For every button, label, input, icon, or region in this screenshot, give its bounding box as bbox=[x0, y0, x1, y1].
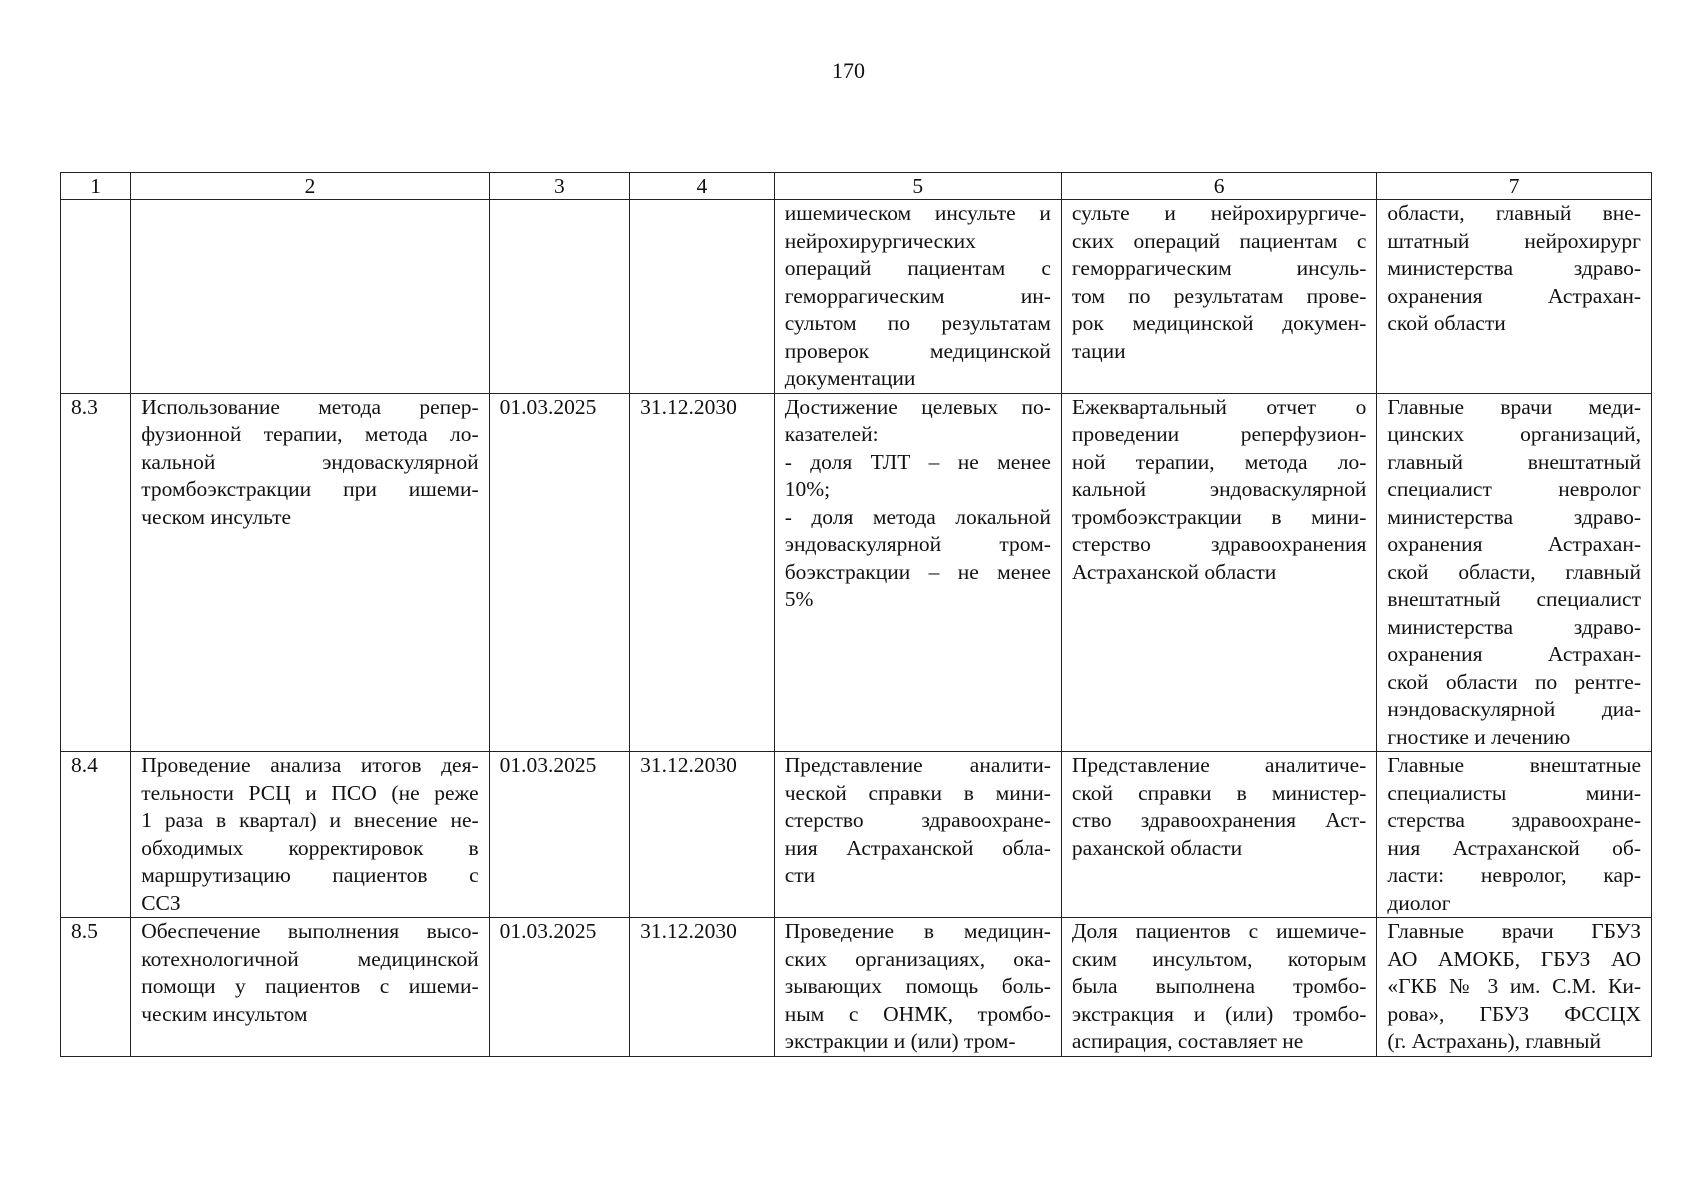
row-number-cell bbox=[61, 918, 131, 1057]
control-indicator-cell bbox=[1061, 752, 1376, 918]
cell-text-line: проверок медицинской bbox=[784, 338, 1051, 363]
cell-text-line: внештатный специалист bbox=[1387, 587, 1641, 611]
cell-text-line: Доля пациентов с ишемиче- bbox=[1071, 919, 1367, 943]
start-date-cell bbox=[489, 200, 629, 394]
control-indicator-cell bbox=[1061, 200, 1376, 394]
cell-text-line: ния Астраханской обла- bbox=[784, 835, 1051, 860]
cell-text-line: аспирация, составляет не bbox=[1071, 1029, 1304, 1053]
cell-text-line: ласти: невролог, кар- bbox=[1387, 863, 1641, 887]
cell-text-line: Представление аналитиче- bbox=[1071, 753, 1367, 777]
cell-text-line: ской справки в министер- bbox=[1071, 780, 1367, 805]
cell-text-line: тации bbox=[1071, 338, 1126, 363]
cell-text-line: АО АМОКБ, ГБУЗ АО bbox=[1387, 946, 1641, 971]
expected-result-cell bbox=[774, 200, 1061, 394]
cell-text-line: Ежеквартальный отчет о bbox=[1071, 394, 1367, 419]
cell-text-line: зывающих помощь боль- bbox=[784, 974, 1051, 998]
cell-text-line: Использование метода репер- bbox=[141, 394, 479, 419]
cell-text-line: Проведение анализа итогов дея- bbox=[141, 753, 479, 777]
responsible-cell bbox=[1377, 393, 1652, 752]
cell-text-line: стерство здравоохране- bbox=[784, 808, 1051, 832]
cell-text-line: Главные внештатные bbox=[1387, 753, 1641, 777]
cell-text-line: ческом инсульте bbox=[141, 504, 292, 529]
end-date-cell bbox=[630, 200, 775, 394]
cell-text: 31.12.2030 bbox=[640, 394, 737, 419]
cell-text-line: геморрагическим ин- bbox=[784, 283, 1051, 308]
cell-text-line: ским инсультом, которым bbox=[1071, 946, 1367, 971]
cell-text-line: 10%; bbox=[784, 477, 831, 501]
cell-text-line: сультом по результатам bbox=[784, 311, 1051, 335]
cell-text-line: 5% bbox=[784, 587, 814, 611]
cell-text-line: нейрохирургических bbox=[784, 228, 976, 253]
cell-text-line: министерства здраво- bbox=[1387, 256, 1641, 280]
cell-text-line: области, главный вне- bbox=[1387, 201, 1641, 225]
cell-text-line: ния Астраханской об- bbox=[1387, 835, 1641, 860]
cell-text-line: ССЗ bbox=[141, 890, 181, 915]
cell-text-line: Представление аналити- bbox=[784, 753, 1051, 777]
cell-text-line: (г. Астрахань), главный bbox=[1387, 1029, 1601, 1053]
cell-text-line: обходимых корректировок в bbox=[141, 835, 479, 860]
expected-result-cell bbox=[774, 752, 1061, 918]
measure-name-cell bbox=[131, 200, 489, 394]
cell-text-line: кальной эндоваскулярной bbox=[1071, 477, 1367, 501]
cell-text-line: рова», ГБУЗ ФССЦХ bbox=[1387, 1001, 1641, 1026]
cell-text-line: нэндоваскулярной диа- bbox=[1387, 697, 1641, 721]
control-indicator-cell bbox=[1061, 393, 1376, 752]
cell-text-line: Достижение целевых по- bbox=[784, 394, 1051, 419]
page-number: 170 bbox=[832, 58, 865, 83]
cell-text-line: фузионной терапии, метода ло- bbox=[141, 422, 479, 446]
cell-text-line: была выполнена тромбо- bbox=[1071, 974, 1367, 998]
expected-result-cell bbox=[774, 393, 1061, 752]
cell-text-line: специалисты мини- bbox=[1387, 780, 1641, 805]
start-date-cell bbox=[489, 918, 629, 1057]
cell-text: 31.12.2030 bbox=[640, 919, 737, 943]
table-row bbox=[61, 752, 1652, 918]
cell-text-line: маршрутизацию пациентов с bbox=[141, 863, 479, 887]
start-date-cell bbox=[489, 752, 629, 918]
start-date-cell bbox=[489, 393, 629, 752]
column-header: 6 bbox=[1061, 173, 1376, 200]
cell-text-line: ишемическом инсульте и bbox=[784, 201, 1051, 225]
cell-text-line: операций пациентам с bbox=[784, 256, 1051, 280]
cell-text: 01.03.2025 bbox=[499, 753, 597, 777]
cell-text-line: рок медицинской докумен- bbox=[1071, 311, 1367, 335]
cell-text-line: охранения Астрахан- bbox=[1387, 642, 1641, 666]
cell-text-line: тромбоэкстракции в мини- bbox=[1071, 504, 1367, 529]
cell-text-line: - доля ТЛТ – не менее bbox=[784, 449, 1051, 474]
cell-text-line: специалист невролог bbox=[1387, 477, 1641, 501]
cell-text-line: сульте и нейрохирургиче- bbox=[1071, 201, 1367, 225]
cell-text-line: документации bbox=[784, 366, 916, 390]
row-number-cell bbox=[61, 752, 131, 918]
column-number-row bbox=[61, 173, 1652, 200]
cell-text-line: боэкстракции – не менее bbox=[784, 559, 1051, 584]
column-header: 1 bbox=[61, 173, 131, 200]
cell-text-line: главный внештатный bbox=[1387, 449, 1641, 474]
control-indicator-cell bbox=[1061, 918, 1376, 1057]
cell-text: 01.03.2025 bbox=[499, 919, 597, 943]
cell-text-line: штатный нейрохирург bbox=[1387, 228, 1641, 253]
cell-text-line: экстракции и (или) тром- bbox=[784, 1029, 1016, 1053]
cell-text-line: эндоваскулярной тром- bbox=[784, 532, 1051, 556]
table-row bbox=[61, 393, 1652, 752]
cell-text-line: охранения Астрахан- bbox=[1387, 532, 1641, 556]
cell-text-line: диолог bbox=[1387, 890, 1451, 915]
responsible-cell bbox=[1377, 200, 1652, 394]
cell-text-line: кальной эндоваскулярной bbox=[141, 449, 479, 474]
cell-text-line: стерство здравоохранения bbox=[1071, 532, 1367, 556]
responsible-cell bbox=[1377, 752, 1652, 918]
cell-text-line: Главные врачи меди- bbox=[1387, 394, 1641, 419]
cell-text-line: помощи у пациентов с ишеми- bbox=[141, 974, 479, 998]
cell-text-line: ских операций пациентам с bbox=[1071, 228, 1367, 253]
cell-text-line: гностике и лечению bbox=[1387, 724, 1571, 749]
plan-table bbox=[60, 172, 1652, 1057]
end-date-cell bbox=[630, 393, 775, 752]
cell-text-line: ческой справки в мини- bbox=[784, 780, 1051, 805]
cell-text-line: казателей: bbox=[784, 422, 879, 446]
cell-text-line: «ГКБ № 3 им. С.М. Ки- bbox=[1387, 974, 1641, 998]
cell-text-line: ным с ОНМК, тромбо- bbox=[784, 1001, 1051, 1026]
cell-text-line: ской области, главный bbox=[1387, 559, 1641, 584]
cell-text-line: охранения Астрахан- bbox=[1387, 283, 1641, 308]
cell-text-line: 1 раза в квартал) и внесение не- bbox=[141, 808, 479, 832]
cell-text-line: тромбоэкстракции при ишеми- bbox=[141, 477, 479, 501]
cell-text-line: проведении реперфузион- bbox=[1071, 422, 1367, 446]
cell-text-line: ческим инсультом bbox=[141, 1001, 308, 1026]
cell-text: 8.3 bbox=[71, 394, 98, 419]
column-header: 3 bbox=[489, 173, 629, 200]
cell-text-line: Обеспечение выполнения высо- bbox=[141, 919, 479, 943]
cell-text: 8.4 bbox=[71, 753, 98, 777]
column-header: 7 bbox=[1377, 173, 1652, 200]
measure-name-cell bbox=[131, 393, 489, 752]
measure-name-cell bbox=[131, 918, 489, 1057]
cell-text-line: министерства здраво- bbox=[1387, 504, 1641, 529]
table-row bbox=[61, 918, 1652, 1057]
cell-text-line: том по результатам прове- bbox=[1071, 283, 1367, 308]
cell-text-line: сти bbox=[784, 863, 816, 887]
cell-text-line: Главные врачи ГБУЗ bbox=[1387, 919, 1641, 943]
cell-text-line: цинских организаций, bbox=[1387, 422, 1641, 446]
cell-text: 31.12.2030 bbox=[640, 753, 737, 777]
cell-text-line: Проведение в медицин- bbox=[784, 919, 1051, 943]
cell-text-line: тельности РСЦ и ПСО (не реже bbox=[141, 780, 479, 805]
expected-result-cell bbox=[774, 918, 1061, 1057]
table-body bbox=[61, 200, 1652, 1057]
cell-text-line: котехнологичной медицинской bbox=[141, 946, 479, 971]
end-date-cell bbox=[630, 918, 775, 1057]
cell-text-line: ной терапии, метода ло- bbox=[1071, 449, 1367, 474]
cell-text-line: ской области по рентге- bbox=[1387, 669, 1641, 694]
cell-text-line: - доля метода локальной bbox=[784, 504, 1051, 529]
cell-text-line: стерства здравоохране- bbox=[1387, 808, 1641, 832]
column-header: 5 bbox=[774, 173, 1061, 200]
cell-text-line: раханской области bbox=[1071, 835, 1243, 860]
responsible-cell bbox=[1377, 918, 1652, 1057]
cell-text: 8.5 bbox=[71, 919, 98, 943]
end-date-cell bbox=[630, 752, 775, 918]
table-row bbox=[61, 200, 1652, 394]
cell-text-line: ство здравоохранения Аст- bbox=[1071, 808, 1367, 832]
cell-text-line: ской области bbox=[1387, 311, 1506, 335]
cell-text-line: ских организациях, ока- bbox=[784, 946, 1051, 971]
column-header: 2 bbox=[131, 173, 489, 200]
column-header: 4 bbox=[630, 173, 775, 200]
measure-name-cell bbox=[131, 752, 489, 918]
row-number-cell bbox=[61, 393, 131, 752]
row-number-cell bbox=[61, 200, 131, 394]
cell-text: 01.03.2025 bbox=[499, 394, 597, 419]
cell-text-line: экстракция и (или) тромбо- bbox=[1071, 1001, 1367, 1026]
cell-text-line: Астраханской области bbox=[1071, 559, 1277, 584]
cell-text-line: геморрагическим инсуль- bbox=[1071, 256, 1367, 280]
cell-text-line: министерства здраво- bbox=[1387, 614, 1641, 639]
